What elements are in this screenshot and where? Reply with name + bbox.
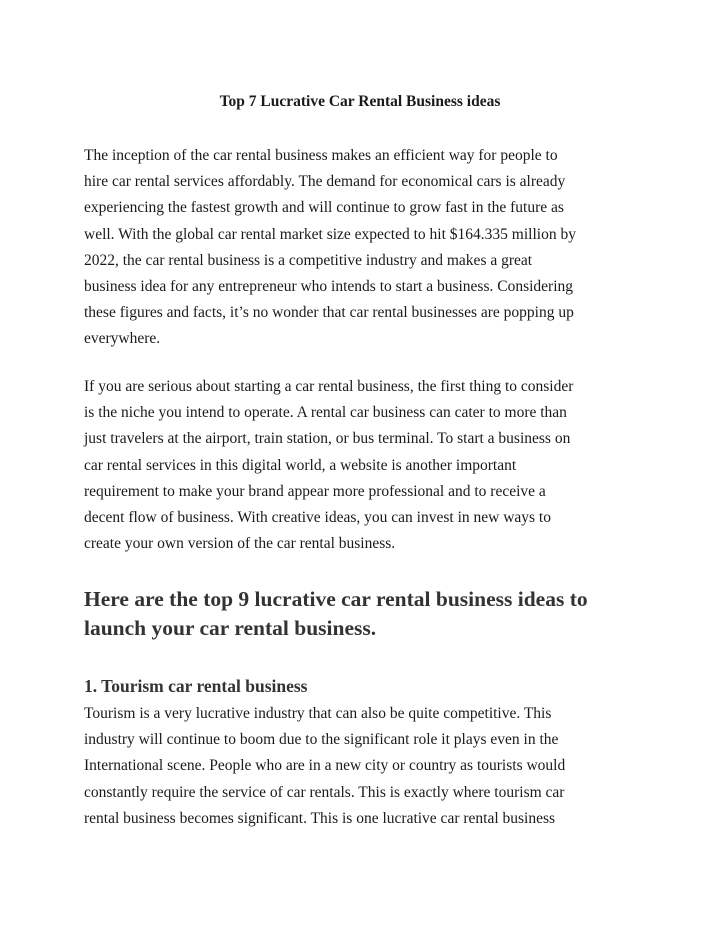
sub-heading-tourism: 1. Tourism car rental business xyxy=(84,676,308,696)
heading-line: Here are the top 9 lucrative car rental business ideas to xyxy=(84,587,588,611)
intro-paragraph xyxy=(84,143,644,353)
paragraph-line: these figures and facts, it’s no wonder that car rental businesses are popping up xyxy=(84,304,574,322)
paragraph-line: well. With the global car rental market size expected to hit $164.335 million by xyxy=(84,225,576,243)
paragraph-line: just travelers at the airport, train station, or bus terminal. To start a business on xyxy=(84,430,571,448)
paragraph-line: industry will continue to boom due to the significant role it plays even in the xyxy=(84,731,559,749)
paragraph-line: decent flow of business. With creative ideas, you can invest in new ways to xyxy=(84,509,551,527)
paragraph-line: business idea for any entrepreneur who intends to start a business. Considering xyxy=(84,278,574,296)
paragraph-line: constantly require the service of car rentals. This is exactly where tourism car xyxy=(84,783,565,801)
paragraph-line: The inception of the car rental business makes an efficient way for people to xyxy=(84,147,558,164)
heading-line: launch your car rental business. xyxy=(84,616,377,640)
niche-paragraph xyxy=(84,374,644,557)
paragraph-line: car rental services in this digital world, a website is another important xyxy=(84,456,517,474)
paragraph-line: is the niche you intend to operate. A rental car business can cater to more than xyxy=(84,404,567,422)
paragraph-line: everywhere. xyxy=(84,330,161,348)
paragraph-line: rental business becomes significant. This is one lucrative car rental business xyxy=(84,809,556,827)
paragraph-line: requirement to make your brand appear more professional and to receive a xyxy=(84,482,546,500)
paragraph-line: If you are serious about starting a car rental business, the first thing to consider xyxy=(84,378,574,395)
section-heading xyxy=(84,585,644,643)
paragraph-line: hire car rental services affordably. The demand for economical cars is already xyxy=(84,173,566,191)
paragraph-line: create your own version of the car rental business. xyxy=(84,535,396,553)
paragraph-line: Tourism is a very lucrative industry that can also be quite competitive. This xyxy=(84,705,552,722)
paragraph-line: International scene. People who are in a new city or country as tourists would xyxy=(84,757,566,775)
paragraph-line: 2022, the car rental business is a competitive industry and makes a great xyxy=(84,251,533,269)
tourism-paragraph xyxy=(84,701,644,832)
paragraph-line: experiencing the fastest growth and will continue to grow fast in the future as xyxy=(84,199,564,217)
document-title: Top 7 Lucrative Car Rental Business ideas xyxy=(219,93,501,110)
